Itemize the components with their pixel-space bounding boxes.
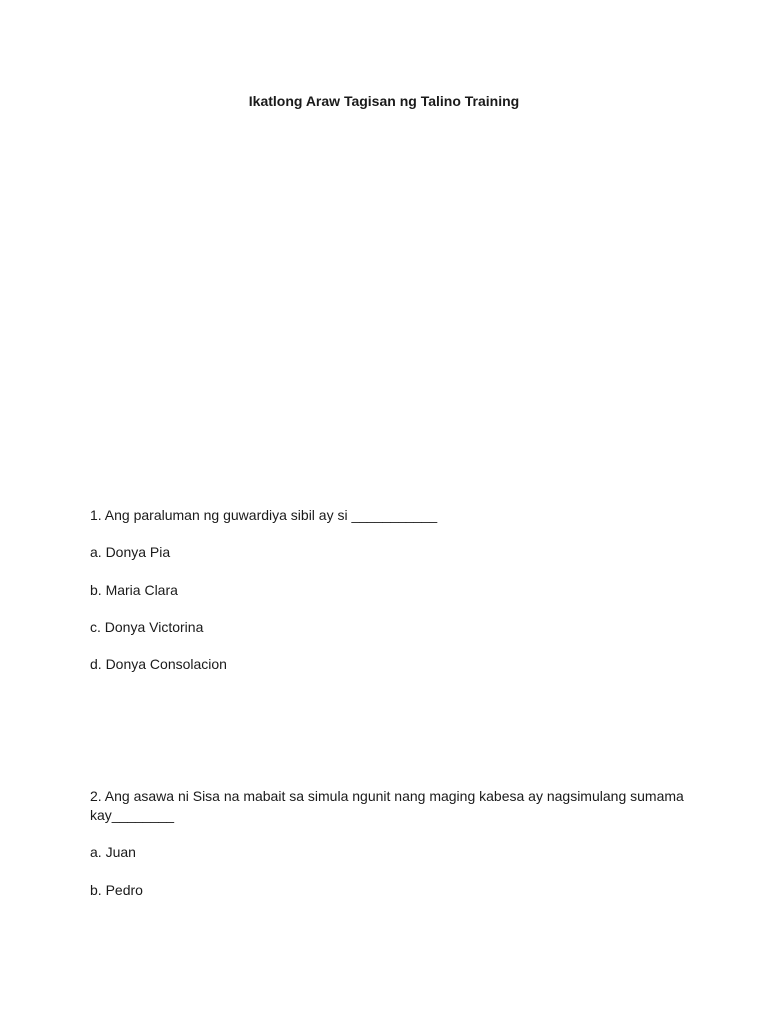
question-1-prompt: 1. Ang paraluman ng guwardiya sibil ay si ___________ [90, 507, 438, 523]
question-2-choice-a: a. Juan [90, 844, 136, 860]
question-1-choice-a: a. Donya Pia [90, 544, 171, 560]
question-1-choice-c: c. Donya Victorina [90, 619, 204, 635]
question-2-prompt-line-1: 2. Ang asawa ni Sisa na mabait sa simula ngunit nang maging kabesa ay nagsimulang sumama [90, 788, 684, 804]
question-1-choice-d: d. Donya Consolacion [90, 656, 227, 672]
question-2-choice-b: b. Pedro [90, 882, 143, 898]
question-2-prompt-line-2: kay________ [90, 807, 175, 823]
document-title: Ikatlong Araw Tagisan ng Talino Training [248, 93, 520, 109]
question-1-choice-b: b. Maria Clara [90, 582, 178, 598]
